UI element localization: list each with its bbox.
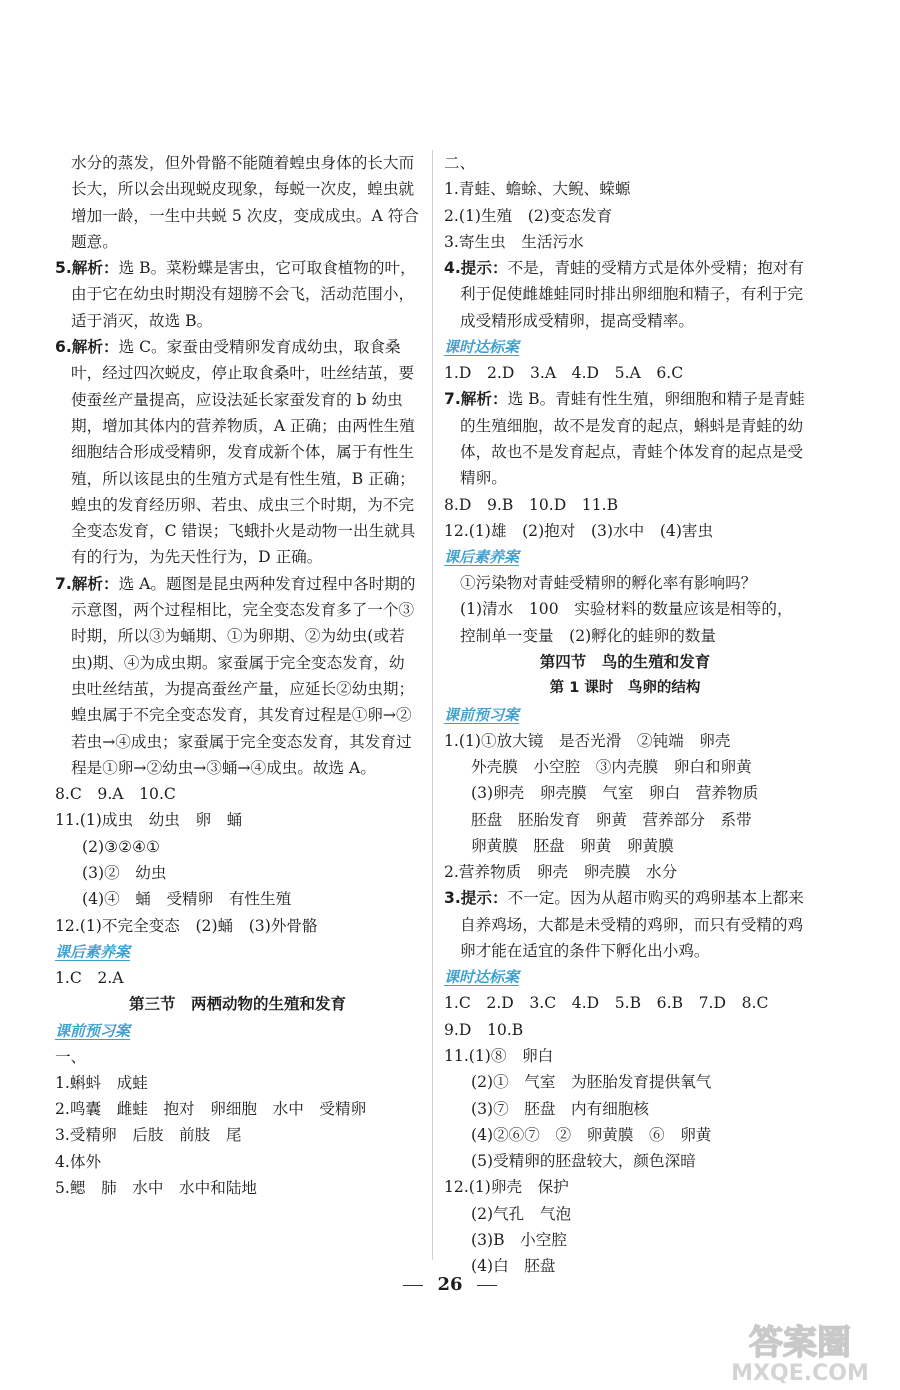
section-tag [55,940,420,964]
column-divider [432,150,433,1260]
answer-text: 2.(1)生殖 (2)变态发育 [444,206,613,225]
answer-text: 2.鸣囊 雌蛙 抱对 卵细胞 水中 受精卵 [55,1100,367,1119]
section-title [55,991,420,1017]
answer-line [444,885,806,964]
answer-line [444,1122,806,1148]
answer-text: 11.(1)⑧ 卵白 [444,1046,554,1065]
answer-line [55,1096,420,1122]
answer-line [55,571,420,781]
answer-text: 2.营养物质 卵壳 卵壳膜 水分 [444,863,678,882]
answer-line [444,255,806,334]
answer-line [444,728,806,754]
answer-line [55,834,420,860]
answer-line [444,1227,806,1253]
answer-line [55,913,420,939]
answer-line [444,492,806,518]
answer-line [55,781,420,807]
answer-text: 12.(1)雄 (2)抱对 (3)水中 (4)害虫 [444,521,714,540]
answer-line [55,807,420,833]
answer-line [444,1174,806,1200]
answer-text: (2)气孔 气泡 [471,1204,572,1223]
watermark-top: 答案圈 [749,1323,851,1363]
answer-text: 第 1 课时 鸟卵的结构 [549,680,701,697]
answer-text: (2)③②④① [82,837,161,856]
answer-line [444,833,806,859]
answer-text: 不是，青蛙的受精方式是体外受精；抱对有利于促使雌雄蛙同时排出卵细胞和精子，有利于完成受精形成受精卵，提高受精率。 [460,259,804,330]
answer-text: 3.受精卵 后肢 前肢 尾 [55,1126,242,1145]
answer-line [444,229,806,255]
answer-text: 第三节 两栖动物的生殖和发育 [128,995,346,1014]
answer-text: 12.(1)卵壳 保护 [444,1178,569,1197]
answer-line [55,1149,420,1175]
page-number: 26 [0,1274,900,1295]
answer-line [444,360,806,386]
answer-text: 卵黄膜 胚盘 卵黄 卵黄膜 [471,836,674,855]
answer-text: (3)B 小空腔 [471,1230,567,1249]
answer-text: 外壳膜 小空腔 ③内壳膜 卵白和卵黄 [471,757,752,776]
answer-line [55,965,420,991]
answer-line [444,859,806,885]
answer-text: (4)④ 蛹 受精卵 有性生殖 [82,890,292,909]
answer-text: (2)① 气室 为胚胎发育提供氧气 [471,1073,712,1092]
answer-line [444,780,806,806]
answer-line [444,386,806,491]
answer-text: 1.C 2.D 3.C 4.D 5.B 6.B 7.D 8.C [444,994,769,1013]
answer-text: 1.D 2.D 3.A 4.D 5.A 6.C [444,364,684,383]
answer-text: 二、 [444,154,476,172]
answer-text: (1)清水 100 实验材料的数量应该是相等的，控制单一变量 (2)孵化的蛙卵的数量 [460,600,793,645]
answer-text: 8.D 9.B 10.D 11.B [444,495,619,514]
answer-text: (4)白 胚盘 [471,1257,556,1276]
answer-text: 3.寄生虫 生活污水 [444,232,584,251]
answer-line [444,807,806,833]
answer-key: 5.解析： [55,259,119,278]
watermark-logo [714,1318,886,1384]
answer-text: 胚盘 胚胎发育 卵黄 营养部分 系带 [471,810,752,829]
answer-line [444,1043,806,1069]
answer-key: 4.提示： [444,259,508,278]
answer-line [444,518,806,544]
answer-line [55,334,420,571]
answer-text: 1.(1)①放大镜 是否光滑 ②钝端 卵壳 [444,731,731,750]
answer-line [444,1148,806,1174]
answer-text: 课时达标案 [444,338,520,357]
answer-line [55,150,420,255]
answer-text: 课后素养案 [55,942,131,961]
section-tag [55,1019,420,1043]
answer-line [55,1122,420,1148]
answer-text: 选 C。家蚕由受精卵发育成幼虫，取食桑叶，经过四次蜕皮，停止取食桑叶，吐丝结茧，要使蚕丝产量提高，应设法延长家蚕发育的 b 幼虫期，增加其体内的营养物质，A 正确；由两性生殖细胞结合形成受精卵，发育成新个体，属于有性生殖，所以该昆虫的生殖方式是有性生殖，B 正确；蝗虫的发育经历卵、若虫、成虫三个时期，为不完全变态发育，C 错误；飞蛾扑火是动物一出生就具有的行为，为先天性行为，D 正确。 [71,338,416,567]
answer-line [55,1175,420,1201]
answer-text: 水分的蒸发，但外骨骼不能随着蝗虫身体的长大而长大，所以会出现蜕皮现象，每蜕一次皮，蝗虫就增加一龄，一生中共蜕 5 次皮，变成成虫。A 符合题意。 [71,154,419,251]
answer-text: 12.(1)不完全变态 (2)蛹 (3)外骨骼 [55,916,318,935]
answer-line [444,1201,806,1227]
answer-key: 6.解析： [55,338,119,357]
answer-text: 1.蝌蚪 成蛙 [55,1073,148,1092]
answer-text: 不一定。因为从超市购买的鸡卵基本上都来自养鸡场，大都是未受精的鸡卵，而只有受精的鸡卵才能在适宜的条件下孵化出小鸡。 [460,889,804,961]
answer-text: 5.鳃 肺 水中 水中和陆地 [55,1178,258,1197]
answer-text: 课前预习案 [55,1021,131,1040]
section-tag [444,965,806,989]
watermark-bottom: MXQE.COM [731,1361,869,1384]
answer-text: (3)② 幼虫 [82,864,167,883]
section-title [444,649,806,675]
answer-key: 3.提示： [444,889,508,908]
answer-text: 课后素养案 [444,548,520,567]
answer-text: 课时达标案 [444,968,520,987]
answer-line [444,1069,806,1095]
section-tag [444,545,806,569]
answer-text: 1.C 2.A [55,968,124,987]
answer-line [444,754,806,780]
answer-text: 1.青蛙、蟾蜍、大鲵、蝾螈 [444,180,631,199]
answer-text: (3)⑦ 胚盘 内有细胞核 [471,1099,650,1118]
answer-text: 选 A。题图是昆虫两种发育过程中各时期的示意图，两个过程相比，完全变态发育多了一个③时期，所以③为蛹期、①为卵期、②为幼虫(或若虫)期、④为成虫期。家蚕属于完全变态发育，幼虫吐丝结茧，为提高蚕丝产量，应延长②幼虫期；蝗虫属于不完全变态发育，其发育过程是①卵→②若虫→④成虫；家蚕属于完全变态发育，其发育过程是①卵→②幼虫→③蛹→④成虫。故选 A。 [71,574,416,777]
answer-key: 7.解析： [444,390,508,409]
answer-text: 9.D 10.B [444,1020,524,1039]
answer-line [55,1044,420,1070]
answer-text: 4.体外 [55,1152,102,1171]
answer-text: 一、 [55,1047,87,1066]
left-column [55,150,420,1201]
answer-line [444,1017,806,1043]
answer-line [55,255,420,334]
answer-text: 选 B。菜粉蝶是害虫，它可取食植物的叶，由于它在幼虫时期没有翅膀不会飞，活动范围小，适于消灭，故选 B。 [71,259,416,330]
answer-key: 7.解析： [55,574,119,593]
answer-line [55,886,420,912]
answer-text: (5)受精卵的胚盘较大，颜色深暗 [471,1152,696,1171]
answer-text: 11.(1)成虫 幼虫 卵 蛹 [55,811,243,830]
right-column [444,150,806,1280]
section-tag [444,335,806,359]
answer-line [444,1096,806,1122]
answer-line [55,860,420,886]
answer-text: 课前预习案 [444,705,520,724]
answer-line [444,150,806,176]
answer-text: 8.C 9.A 10.C [55,785,176,804]
section-title [444,675,806,701]
answer-text: 选 B。青蛙有性生殖，卵细胞和精子是青蛙的生殖细胞，故不是发育的起点，蝌蚪是青蛙的幼体，故也不是发育起点，青蛙个体发育的起点是受精卵。 [460,390,805,488]
answer-line [444,203,806,229]
answer-line [444,990,806,1016]
answer-text: ①污染物对青蛙受精卵的孵化率有影响吗？ [460,574,757,593]
answer-text: (3)卵壳 卵壳膜 气室 卵白 营养物质 [471,784,759,803]
answer-line [444,570,806,596]
answer-text: 第四节 鸟的生殖和发育 [539,653,711,672]
answer-line [444,596,806,649]
answer-text: (4)②⑥⑦ ② 卵黄膜 ⑥ 卵黄 [471,1125,712,1144]
answer-line [55,1070,420,1096]
answer-line [444,176,806,202]
section-tag [444,703,806,727]
